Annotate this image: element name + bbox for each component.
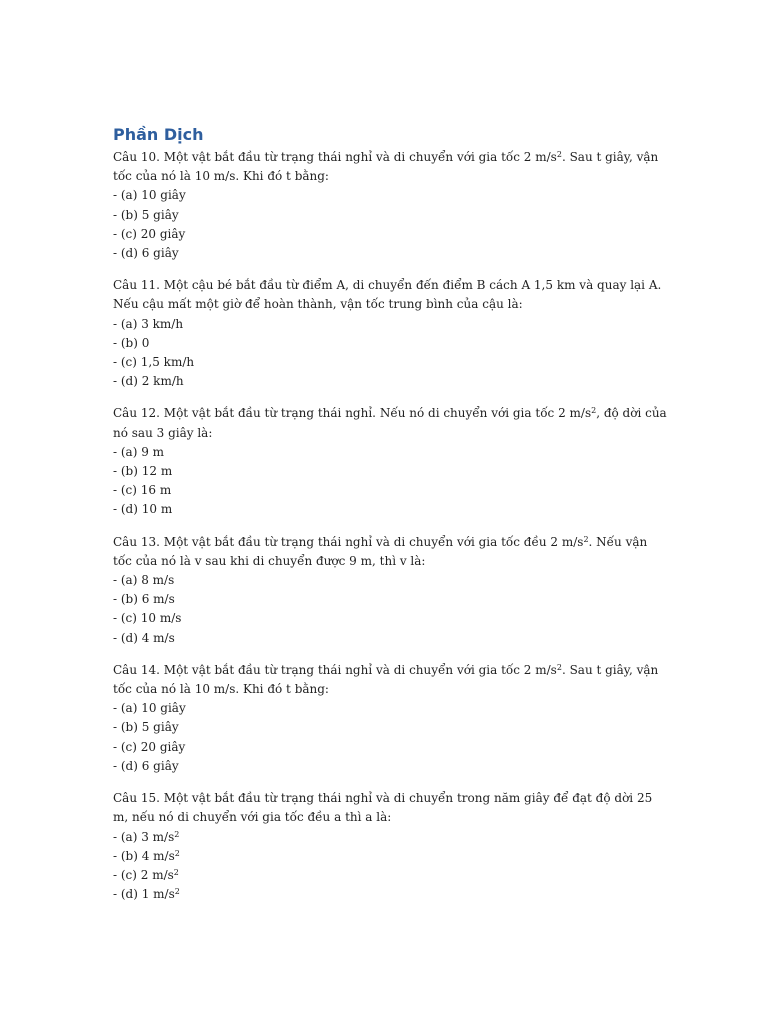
answer-option: - (b) 4 $m/s^2$ bbox=[113, 848, 180, 863]
question-text-line: tốc của nó là v sau khi di chuyển được 9 m, thì v là: bbox=[113, 553, 426, 568]
answer-option: - (b) 6 m/s bbox=[113, 592, 175, 607]
question-list bbox=[113, 148, 673, 904]
question-text-line: m, nếu nó di chuyển với gia tốc đều a thì a là: bbox=[113, 810, 392, 825]
question-text-line: Nếu cậu mất một giờ để hoàn thành, vận tốc trung bình của cậu là: bbox=[113, 297, 523, 312]
answer-option: - (a) 3 km/h bbox=[113, 316, 184, 331]
question-text-line: Câu 14. Một vật bắt đầu từ trạng thái nghỉ và di chuyển với gia tốc 2 $m/s^2$. Sau t giây, vận bbox=[113, 662, 659, 677]
answer-option: - (b) 5 giây bbox=[113, 720, 179, 735]
document-body bbox=[113, 124, 673, 904]
answer-option: - (a) 3 $m/s^2$ bbox=[113, 829, 180, 844]
answer-option: - (d) 6 giây bbox=[113, 758, 179, 773]
answer-option: - (d) 1 $m/s^2$ bbox=[113, 887, 180, 902]
answer-option: - (c) 1,5 km/h bbox=[113, 355, 195, 370]
answer-option: - (c) 2 $m/s^2$ bbox=[113, 867, 179, 882]
answer-option: - (a) 10 giây bbox=[113, 188, 186, 203]
question-14 bbox=[113, 661, 673, 776]
question-text-line: tốc của nó là 10 m/s. Khi đó t bằng: bbox=[113, 169, 329, 184]
answer-option: - (b) 12 m bbox=[113, 464, 173, 479]
answer-option: - (c) 16 m bbox=[113, 483, 172, 498]
answer-option: - (c) 10 m/s bbox=[113, 611, 182, 626]
question-text-line: nó sau 3 giây là: bbox=[113, 425, 213, 440]
question-text-line: Câu 13. Một vật bắt đầu từ trạng thái nghỉ và di chuyển với gia tốc đều 2 $m/s^2$. Nếu vận bbox=[113, 534, 648, 549]
answer-option: - (a) 8 m/s bbox=[113, 573, 175, 588]
answer-option: - (c) 20 giây bbox=[113, 226, 186, 241]
answer-option: - (d) 2 km/h bbox=[113, 374, 184, 389]
question-15 bbox=[113, 789, 673, 904]
question-text-line: Câu 15. Một vật bắt đầu từ trạng thái nghỉ và di chuyển trong năm giây để đạt độ dời 25 bbox=[113, 791, 653, 806]
answer-option: - (d) 4 m/s bbox=[113, 630, 175, 645]
question-10 bbox=[113, 148, 673, 263]
question-12 bbox=[113, 404, 673, 519]
question-text-line: Câu 12. Một vật bắt đầu từ trạng thái nghỉ. Nếu nó di chuyển với gia tốc 2 $m/s^2$, độ dời của bbox=[113, 406, 667, 421]
question-text-line: tốc của nó là 10 m/s. Khi đó t bằng: bbox=[113, 682, 329, 697]
answer-option: - (d) 6 giây bbox=[113, 246, 179, 261]
question-13 bbox=[113, 533, 673, 648]
question-11 bbox=[113, 276, 673, 391]
question-text-line: Câu 11. Một cậu bé bắt đầu từ điểm A, di chuyển đến điểm B cách A 1,5 km và quay lại A. bbox=[113, 278, 662, 293]
answer-option: - (a) 10 giây bbox=[113, 701, 186, 716]
answer-option: - (b) 5 giây bbox=[113, 207, 179, 222]
question-text-line: Câu 10. Một vật bắt đầu từ trạng thái nghỉ và di chuyển với gia tốc 2 $m/s^2$. Sau t giây, vận bbox=[113, 150, 659, 164]
answer-option: - (a) 9 m bbox=[113, 444, 165, 459]
section-heading: Phần Dịch bbox=[113, 125, 204, 144]
answer-option: - (b) 0 bbox=[113, 335, 150, 350]
answer-option: - (c) 20 giây bbox=[113, 739, 186, 754]
answer-option: - (d) 10 m bbox=[113, 502, 173, 517]
